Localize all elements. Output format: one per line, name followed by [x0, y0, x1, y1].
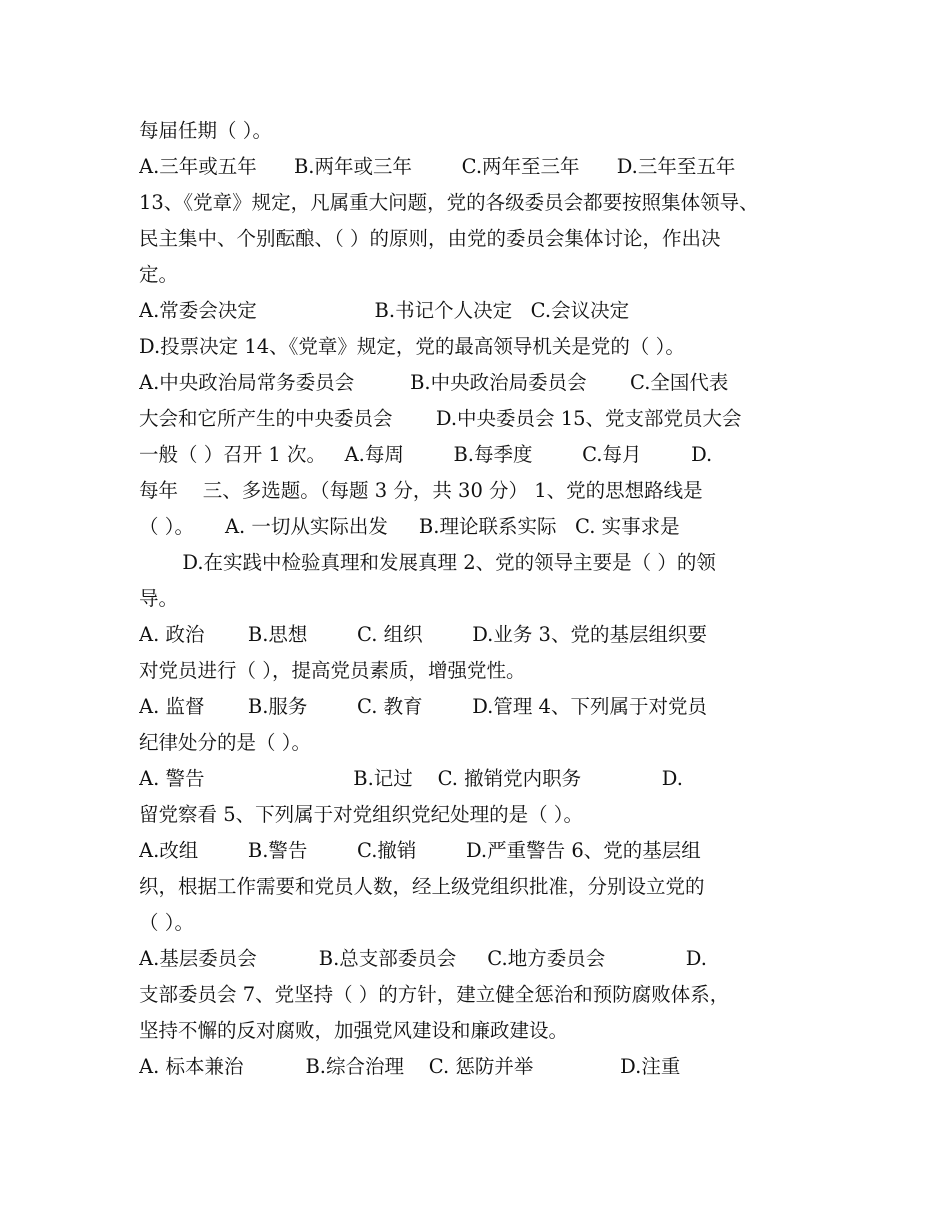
text-line: 坚持不懈的反对腐败，加强党风建设和廉政建设。: [139, 1019, 569, 1042]
text-line: A.常委会决定 B.书记个人决定 C.会议决定: [139, 299, 630, 322]
text-line: 留党察看 5、下列属于对党组织党纪处理的是（ ）。: [139, 803, 584, 826]
text-line: 织，根据工作需要和党员人数，经上级党组织批准，分别设立党的: [139, 875, 705, 898]
text-line: 每届任期（ ）。: [139, 119, 272, 142]
text-line: （ ）。 A. 一切从实际出发 B.理论联系实际 C. 实事求是: [139, 515, 680, 538]
text-line: A.基层委员会 B.总支部委员会 C.地方委员会 D.: [139, 947, 707, 970]
text-line: 定。: [139, 263, 179, 286]
text-line: 13、《党章》规定，凡属重大问题，党的各级委员会都要按照集体领导、: [139, 191, 759, 214]
text-line: 每年 三、多选题。（每题 3 分，共 30 分） 1、党的思想路线是: [139, 479, 703, 502]
text-line: A.中央政治局常务委员会 B.中央政治局委员会 C.全国代表: [139, 371, 729, 394]
text-line: （ ）。: [139, 911, 194, 934]
text-line: 导。: [139, 587, 179, 610]
text-line: 一般（ ）召开 1 次。 A.每周 B.每季度 C.每月 D.: [139, 443, 713, 466]
text-line: A. 监督 B.服务 C. 教育 D.管理 4、下列属于对党员: [139, 695, 707, 718]
text-line: 对党员进行（ ），提高党员素质，增强党性。: [139, 659, 526, 682]
text-line: D.在实践中检验真理和发展真理 2、党的领导主要是（ ）的领: [139, 551, 716, 574]
text-line: 民主集中、个别酝酿、（ ）的原则，由党的委员会集体讨论，作出决: [139, 227, 721, 250]
text-line: A.三年或五年 B.两年或三年 C.两年至三年 D.三年至五年: [139, 155, 736, 178]
text-line: A. 政治 B.思想 C. 组织 D.业务 3、党的基层组织要: [139, 623, 707, 646]
text-line: A. 标本兼治 B.综合治理 C. 惩防并举 D.注重: [139, 1055, 681, 1078]
text-line: D.投票决定 14、《党章》规定，党的最高领导机关是党的（ ）。: [139, 335, 685, 358]
text-line: 支部委员会 7、党坚持（ ）的方针，建立健全惩治和预防腐败体系，: [139, 983, 730, 1006]
text-line: A. 警告 B.记过 C. 撤销党内职务 D.: [139, 767, 683, 790]
text-line: A.改组 B.警告 C.撤销 D.严重警告 6、党的基层组: [139, 839, 701, 862]
text-line: 纪律处分的是（ ）。: [139, 731, 311, 754]
text-line: 大会和它所产生的中央委员会 D.中央委员会 15、党支部党员大会: [139, 407, 742, 430]
